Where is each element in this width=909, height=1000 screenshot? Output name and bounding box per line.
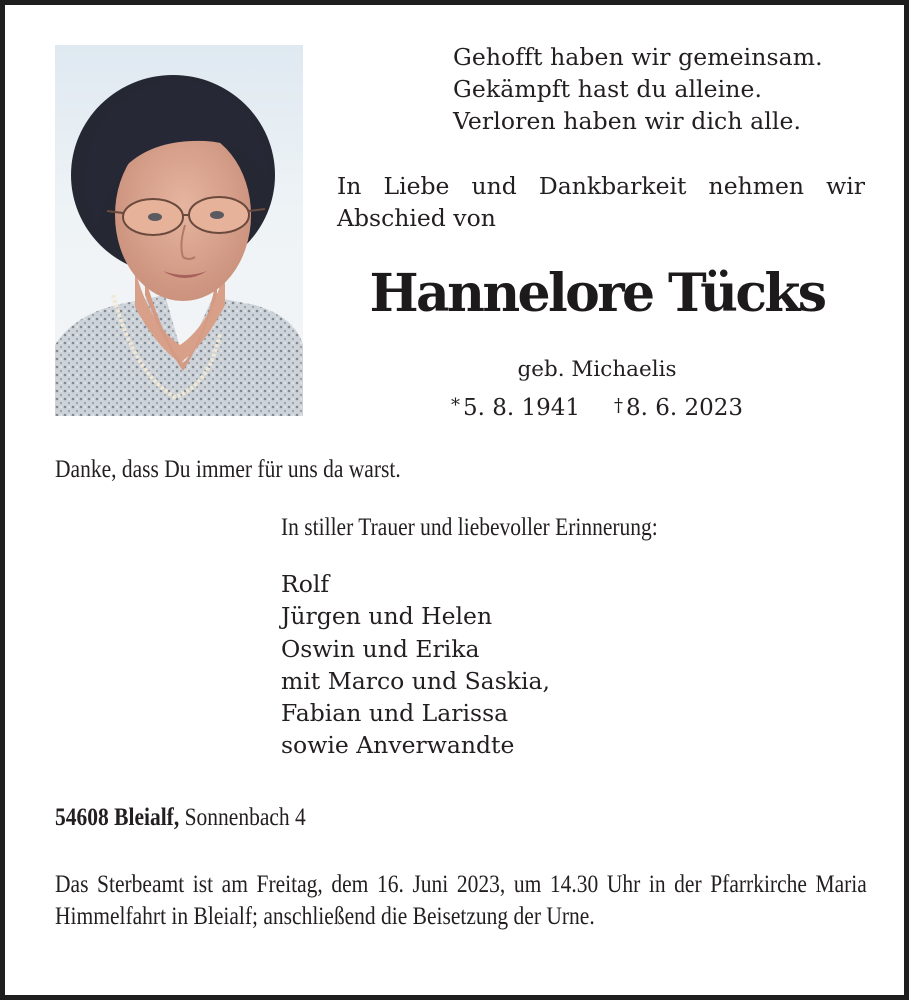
portrait-photo — [55, 45, 303, 416]
mourners-list — [281, 568, 550, 762]
motto-verse — [453, 41, 823, 137]
mourner: Rolf — [281, 570, 330, 598]
address — [55, 804, 306, 832]
mourner: sowie Anverwandte — [281, 731, 515, 760]
mourner: Jürgen und Helen — [281, 602, 493, 631]
death-date: 8. 6. 2023 — [626, 395, 744, 421]
portrait-image-icon — [55, 45, 303, 416]
mourning-line: In stiller Trauer und liebevoller Erinnerung: — [281, 514, 658, 541]
mourner: Oswin und Erika — [281, 634, 480, 663]
address-street: Sonnenbach 4 — [184, 804, 306, 831]
address-postal-city: 54608 Bleialf, — [55, 804, 180, 831]
deceased-name: Hannelore Tücks — [369, 263, 825, 324]
death-cross-icon: † — [614, 395, 623, 416]
funeral-service-info: Das Sterbeamt ist am Freitag, dem 16. Juni 2023, um 14.30 Uhr in der Pfarrkirche Maria Himmelfahrt in Bleialf; anschließend die Beisetzung der Urne. — [55, 871, 867, 930]
maiden-name: geb. Michaelis — [517, 357, 677, 382]
life-dates — [327, 395, 867, 421]
mourner: mit Marco und Saskia, — [281, 666, 550, 695]
thanks-line: Danke, dass Du immer für uns da warst. — [55, 456, 401, 483]
motto-line: Verloren haben wir dich alle. — [453, 107, 802, 135]
mourner: Fabian und Larissa — [281, 699, 509, 728]
birth-star-icon: * — [450, 395, 460, 416]
farewell-intro: In Liebe und Dankbarkeit nehmen wir Abschied von — [337, 172, 865, 232]
birth-date: 5. 8. 1941 — [462, 395, 580, 421]
motto-line: Gekämpft hast du alleine. — [453, 75, 763, 103]
motto-line: Gehofft haben wir gemeinsam. — [453, 43, 823, 71]
